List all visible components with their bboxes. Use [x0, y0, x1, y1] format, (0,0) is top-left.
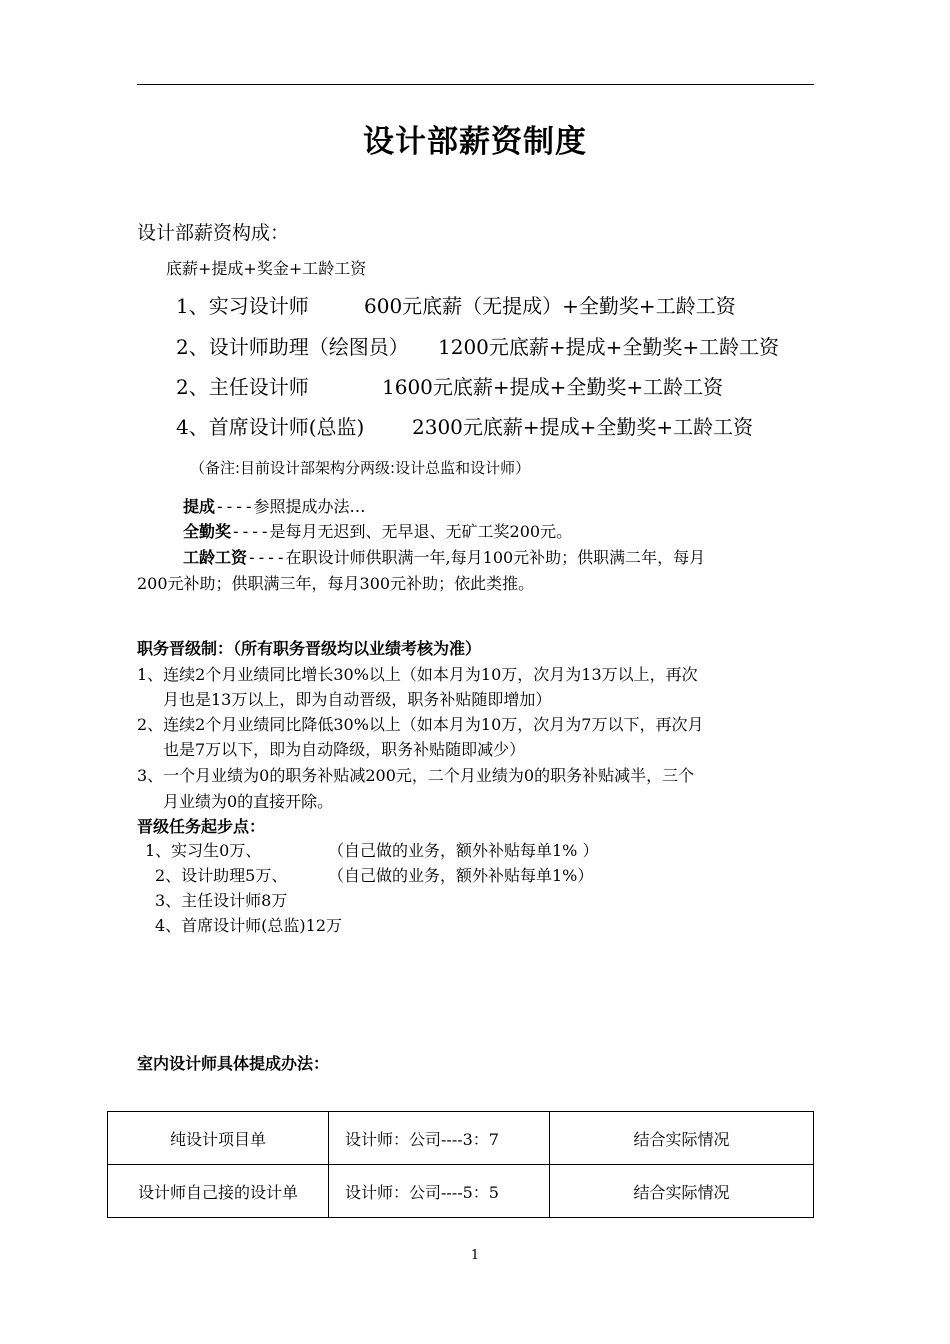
start-point-4: 4、首席设计师(总监)12万	[155, 916, 343, 935]
definition-seniority	[183, 545, 705, 568]
definition-text: 在职设计师供职满一年,每月100元补助；供职满二年，每月	[285, 548, 706, 567]
header-rule	[137, 84, 814, 85]
definition-term: 全勤奖	[183, 522, 232, 541]
composition-formula: 底薪+提成+奖金+工龄工资	[166, 259, 367, 278]
definition-term: 工龄工资	[183, 548, 248, 567]
start-point-1: 1、实习生0万、	[145, 841, 262, 860]
promotion-rule-3: 3、一个月业绩为0的职务补贴减200元，二个月业绩为0的职务补贴减半，三个	[137, 766, 695, 785]
table-row	[108, 1165, 814, 1218]
definition-attendance	[183, 519, 572, 542]
table-row	[108, 1112, 814, 1165]
level-4-name: 4、首席设计师(总监)	[176, 415, 365, 439]
definition-term: 提成	[183, 497, 216, 516]
level-2-pay: 1200元底薪+提成+全勤奖+工龄工资	[438, 335, 780, 359]
level-4-pay: 2300元底薪+提成+全勤奖+工龄工资	[412, 415, 754, 439]
table-cell-ratio: 设计师：公司----3：7	[329, 1112, 550, 1165]
start-point-3: 3、主任设计师8万	[155, 891, 288, 910]
structure-note: （备注:目前设计部架构分两级:设计总监和设计师）	[190, 459, 531, 477]
definition-commission	[183, 494, 366, 517]
table-cell-remark: 结合实际情况	[550, 1112, 814, 1165]
commission-heading: 室内设计师具体提成办法：	[137, 1054, 330, 1073]
definition-text: 是每月无迟到、无早退、无矿工奖200元。	[269, 522, 573, 541]
promotion-rule-1-cont: 月也是13万以上，即为自动晋级，职务补贴随即增加）	[163, 690, 552, 709]
level-2-name: 2、设计师助理（绘图员）	[176, 335, 409, 359]
table-cell-type: 纯设计项目单	[108, 1112, 329, 1165]
table-cell-ratio: 设计师：公司----5：5	[329, 1165, 550, 1218]
level-1-pay: 600元底薪（无提成）+全勤奖+工龄工资	[364, 294, 736, 318]
level-1-name: 1、实习设计师	[176, 294, 309, 318]
level-3-pay: 1600元底薪+提成+全勤奖+工龄工资	[382, 375, 724, 399]
start-points-heading: 晋级任务起步点：	[137, 817, 266, 836]
promotion-heading: 职务晋级制：（所有职务晋级均以业绩考核为准）	[137, 639, 482, 658]
table-cell-remark: 结合实际情况	[550, 1165, 814, 1218]
table-cell-type: 设计师自己接的设计单	[108, 1165, 329, 1218]
promotion-rule-2: 2、连续2个月业绩同比降低30%以上（如本月为10万，次月为7万以下，再次月	[137, 715, 704, 734]
promotion-rule-3-cont: 月业绩为0的直接开除。	[163, 792, 334, 811]
page-number: 1	[470, 1248, 480, 1263]
definition-text: 参照提成办法…	[253, 497, 366, 516]
definition-seniority-cont: 200元补助；供职满三年，每月300元补助；依此类推。	[137, 574, 535, 593]
start-point-1-extra: （自己做的业务，额外补贴每单1% ）	[328, 841, 599, 860]
level-3-name: 2、主任设计师	[176, 375, 309, 399]
commission-table	[107, 1111, 814, 1218]
definition-sep: ----	[215, 497, 254, 516]
definition-sep: ----	[247, 548, 286, 567]
promotion-rule-2-cont: 也是7万以下，即为自动降级，职务补贴随即减少）	[163, 740, 526, 759]
start-point-2-extra: （自己做的业务，额外补贴每单1%）	[328, 866, 594, 885]
composition-heading: 设计部薪资构成：	[137, 222, 290, 244]
page-title: 设计部薪资制度	[363, 124, 587, 160]
start-point-2: 2、设计助理5万、	[155, 866, 288, 885]
definition-sep: ----	[231, 522, 270, 541]
promotion-rule-1: 1、连续2个月业绩同比增长30%以上（如本月为10万，次月为13万以上，再次	[137, 665, 698, 684]
